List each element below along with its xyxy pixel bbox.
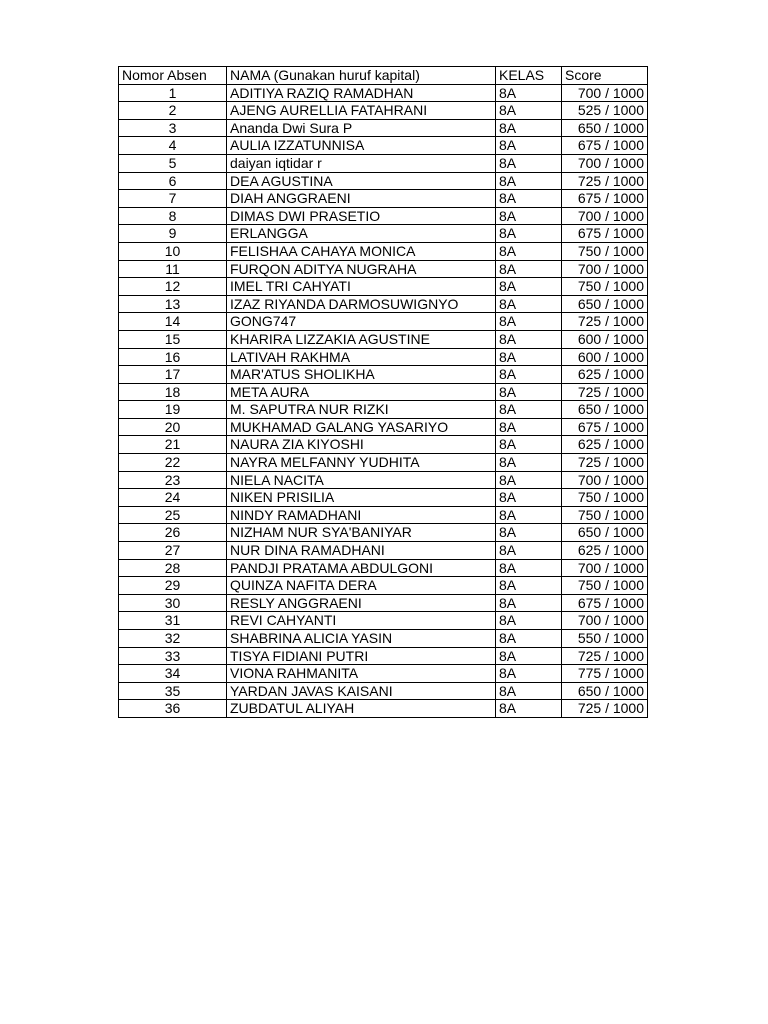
table-row bbox=[119, 102, 648, 120]
cell-nomor-absen: 20 bbox=[119, 418, 227, 436]
cell-nomor-absen: 31 bbox=[119, 612, 227, 630]
cell-nama: IMEL TRI CAHYATI bbox=[227, 278, 496, 296]
cell-kelas: 8A bbox=[496, 172, 562, 190]
cell-nama: LATIVAH RAKHMA bbox=[227, 348, 496, 366]
cell-score: 750 / 1000 bbox=[562, 577, 648, 595]
cell-score: 525 / 1000 bbox=[562, 102, 648, 120]
table-row bbox=[119, 84, 648, 102]
table-row bbox=[119, 172, 648, 190]
cell-score: 725 / 1000 bbox=[562, 700, 648, 718]
table-row bbox=[119, 682, 648, 700]
cell-kelas: 8A bbox=[496, 418, 562, 436]
cell-score: 675 / 1000 bbox=[562, 190, 648, 208]
cell-nama: M. SAPUTRA NUR RIZKI bbox=[227, 401, 496, 419]
cell-nama: KHARIRA LIZZAKIA AGUSTINE bbox=[227, 330, 496, 348]
cell-nama: TISYA FIDIANI PUTRI bbox=[227, 647, 496, 665]
cell-kelas: 8A bbox=[496, 102, 562, 120]
cell-nama: DEA AGUSTINA bbox=[227, 172, 496, 190]
cell-nama: IZAZ RIYANDA DARMOSUWIGNYO bbox=[227, 295, 496, 313]
cell-kelas: 8A bbox=[496, 225, 562, 243]
table-row bbox=[119, 577, 648, 595]
cell-score: 675 / 1000 bbox=[562, 225, 648, 243]
cell-nomor-absen: 3 bbox=[119, 119, 227, 137]
header-row bbox=[119, 67, 648, 85]
cell-kelas: 8A bbox=[496, 190, 562, 208]
cell-nama: PANDJI PRATAMA ABDULGONI bbox=[227, 559, 496, 577]
cell-score: 700 / 1000 bbox=[562, 559, 648, 577]
header-kelas: KELAS bbox=[496, 67, 562, 85]
table-row bbox=[119, 313, 648, 331]
cell-kelas: 8A bbox=[496, 542, 562, 560]
cell-score: 725 / 1000 bbox=[562, 454, 648, 472]
cell-score: 700 / 1000 bbox=[562, 260, 648, 278]
cell-nama: daiyan iqtidar r bbox=[227, 154, 496, 172]
table-row bbox=[119, 594, 648, 612]
cell-nomor-absen: 34 bbox=[119, 665, 227, 683]
cell-nomor-absen: 21 bbox=[119, 436, 227, 454]
cell-kelas: 8A bbox=[496, 559, 562, 577]
cell-score: 725 / 1000 bbox=[562, 647, 648, 665]
cell-nama: NIKEN PRISILIA bbox=[227, 489, 496, 507]
cell-nama: SHABRINA ALICIA YASIN bbox=[227, 630, 496, 648]
cell-score: 650 / 1000 bbox=[562, 401, 648, 419]
cell-kelas: 8A bbox=[496, 506, 562, 524]
cell-nama: NAURA ZIA KIYOSHI bbox=[227, 436, 496, 454]
cell-kelas: 8A bbox=[496, 366, 562, 384]
cell-score: 650 / 1000 bbox=[562, 295, 648, 313]
cell-kelas: 8A bbox=[496, 207, 562, 225]
header-nomor-absen: Nomor Absen bbox=[119, 67, 227, 85]
cell-nama: NIZHAM NUR SYA'BANIYAR bbox=[227, 524, 496, 542]
cell-kelas: 8A bbox=[496, 330, 562, 348]
table-row bbox=[119, 242, 648, 260]
cell-nama: RESLY ANGGRAENI bbox=[227, 594, 496, 612]
cell-nomor-absen: 17 bbox=[119, 366, 227, 384]
cell-nomor-absen: 32 bbox=[119, 630, 227, 648]
cell-nama: ZUBDATUL ALIYAH bbox=[227, 700, 496, 718]
cell-nomor-absen: 6 bbox=[119, 172, 227, 190]
table-row bbox=[119, 454, 648, 472]
table-row bbox=[119, 630, 648, 648]
cell-nama: GONG747 bbox=[227, 313, 496, 331]
cell-score: 700 / 1000 bbox=[562, 612, 648, 630]
table-row bbox=[119, 471, 648, 489]
cell-score: 675 / 1000 bbox=[562, 594, 648, 612]
table-row bbox=[119, 330, 648, 348]
cell-nomor-absen: 28 bbox=[119, 559, 227, 577]
table-row bbox=[119, 506, 648, 524]
cell-kelas: 8A bbox=[496, 313, 562, 331]
cell-kelas: 8A bbox=[496, 278, 562, 296]
cell-kelas: 8A bbox=[496, 154, 562, 172]
cell-nomor-absen: 13 bbox=[119, 295, 227, 313]
table-row bbox=[119, 612, 648, 630]
cell-nama: QUINZA NAFITA DERA bbox=[227, 577, 496, 595]
score-table bbox=[118, 66, 648, 718]
cell-score: 675 / 1000 bbox=[562, 137, 648, 155]
cell-nomor-absen: 7 bbox=[119, 190, 227, 208]
cell-nama: DIMAS DWI PRASETIO bbox=[227, 207, 496, 225]
cell-nomor-absen: 36 bbox=[119, 700, 227, 718]
cell-nomor-absen: 10 bbox=[119, 242, 227, 260]
cell-kelas: 8A bbox=[496, 242, 562, 260]
table-row bbox=[119, 366, 648, 384]
cell-kelas: 8A bbox=[496, 348, 562, 366]
cell-kelas: 8A bbox=[496, 682, 562, 700]
table-row bbox=[119, 401, 648, 419]
cell-nama: AULIA IZZATUNNISA bbox=[227, 137, 496, 155]
table-row bbox=[119, 295, 648, 313]
table-row bbox=[119, 207, 648, 225]
cell-nama: FELISHAA CAHAYA MONICA bbox=[227, 242, 496, 260]
table-row bbox=[119, 489, 648, 507]
cell-score: 625 / 1000 bbox=[562, 542, 648, 560]
cell-score: 775 / 1000 bbox=[562, 665, 648, 683]
cell-nomor-absen: 2 bbox=[119, 102, 227, 120]
cell-kelas: 8A bbox=[496, 647, 562, 665]
header-nama: NAMA (Gunakan huruf kapital) bbox=[227, 67, 496, 85]
table-row bbox=[119, 647, 648, 665]
cell-kelas: 8A bbox=[496, 471, 562, 489]
cell-score: 750 / 1000 bbox=[562, 489, 648, 507]
cell-nama: Ananda Dwi Sura P bbox=[227, 119, 496, 137]
cell-nama: META AURA bbox=[227, 383, 496, 401]
cell-nomor-absen: 14 bbox=[119, 313, 227, 331]
cell-nomor-absen: 19 bbox=[119, 401, 227, 419]
cell-nomor-absen: 12 bbox=[119, 278, 227, 296]
cell-score: 600 / 1000 bbox=[562, 330, 648, 348]
cell-nomor-absen: 33 bbox=[119, 647, 227, 665]
cell-score: 600 / 1000 bbox=[562, 348, 648, 366]
cell-nama: NIELA NACITA bbox=[227, 471, 496, 489]
cell-score: 550 / 1000 bbox=[562, 630, 648, 648]
cell-score: 650 / 1000 bbox=[562, 524, 648, 542]
cell-score: 725 / 1000 bbox=[562, 313, 648, 331]
header-score: Score bbox=[562, 67, 648, 85]
table-body bbox=[119, 84, 648, 717]
cell-nama: MAR'ATUS SHOLIKHA bbox=[227, 366, 496, 384]
table-row bbox=[119, 278, 648, 296]
cell-nomor-absen: 1 bbox=[119, 84, 227, 102]
cell-nomor-absen: 25 bbox=[119, 506, 227, 524]
cell-nama: ADITIYA RAZIQ RAMADHAN bbox=[227, 84, 496, 102]
table-row bbox=[119, 348, 648, 366]
cell-kelas: 8A bbox=[496, 665, 562, 683]
cell-kelas: 8A bbox=[496, 119, 562, 137]
cell-nama: NINDY RAMADHANI bbox=[227, 506, 496, 524]
table-row bbox=[119, 559, 648, 577]
table-row bbox=[119, 119, 648, 137]
cell-kelas: 8A bbox=[496, 137, 562, 155]
cell-nomor-absen: 5 bbox=[119, 154, 227, 172]
cell-score: 625 / 1000 bbox=[562, 366, 648, 384]
cell-nama: VIONA RAHMANITA bbox=[227, 665, 496, 683]
cell-kelas: 8A bbox=[496, 84, 562, 102]
cell-kelas: 8A bbox=[496, 594, 562, 612]
table-row bbox=[119, 665, 648, 683]
cell-kelas: 8A bbox=[496, 401, 562, 419]
cell-score: 750 / 1000 bbox=[562, 242, 648, 260]
table-row bbox=[119, 700, 648, 718]
cell-score: 700 / 1000 bbox=[562, 207, 648, 225]
cell-nama: REVI CAHYANTI bbox=[227, 612, 496, 630]
cell-nomor-absen: 22 bbox=[119, 454, 227, 472]
cell-nomor-absen: 24 bbox=[119, 489, 227, 507]
table-row bbox=[119, 154, 648, 172]
cell-nomor-absen: 11 bbox=[119, 260, 227, 278]
cell-nomor-absen: 35 bbox=[119, 682, 227, 700]
cell-kelas: 8A bbox=[496, 524, 562, 542]
cell-kelas: 8A bbox=[496, 295, 562, 313]
cell-nama: AJENG AURELLIA FATAHRANI bbox=[227, 102, 496, 120]
cell-nomor-absen: 15 bbox=[119, 330, 227, 348]
cell-kelas: 8A bbox=[496, 260, 562, 278]
cell-kelas: 8A bbox=[496, 577, 562, 595]
cell-nama: FURQON ADITYA NUGRAHA bbox=[227, 260, 496, 278]
cell-nomor-absen: 29 bbox=[119, 577, 227, 595]
table-row bbox=[119, 542, 648, 560]
cell-kelas: 8A bbox=[496, 454, 562, 472]
cell-nama: DIAH ANGGRAENI bbox=[227, 190, 496, 208]
table-row bbox=[119, 190, 648, 208]
cell-score: 675 / 1000 bbox=[562, 418, 648, 436]
cell-score: 725 / 1000 bbox=[562, 172, 648, 190]
cell-nomor-absen: 30 bbox=[119, 594, 227, 612]
table-row bbox=[119, 418, 648, 436]
cell-nama: MUKHAMAD GALANG YASARIYO bbox=[227, 418, 496, 436]
cell-score: 625 / 1000 bbox=[562, 436, 648, 454]
cell-kelas: 8A bbox=[496, 700, 562, 718]
cell-nomor-absen: 8 bbox=[119, 207, 227, 225]
cell-nama: NUR DINA RAMADHANI bbox=[227, 542, 496, 560]
cell-nomor-absen: 23 bbox=[119, 471, 227, 489]
table-row bbox=[119, 137, 648, 155]
cell-nama: ERLANGGA bbox=[227, 225, 496, 243]
cell-nomor-absen: 27 bbox=[119, 542, 227, 560]
cell-kelas: 8A bbox=[496, 630, 562, 648]
cell-nomor-absen: 26 bbox=[119, 524, 227, 542]
cell-kelas: 8A bbox=[496, 489, 562, 507]
cell-kelas: 8A bbox=[496, 436, 562, 454]
cell-nomor-absen: 18 bbox=[119, 383, 227, 401]
cell-score: 700 / 1000 bbox=[562, 84, 648, 102]
cell-score: 650 / 1000 bbox=[562, 682, 648, 700]
cell-score: 650 / 1000 bbox=[562, 119, 648, 137]
cell-nomor-absen: 9 bbox=[119, 225, 227, 243]
table-row bbox=[119, 383, 648, 401]
table-row bbox=[119, 260, 648, 278]
cell-nomor-absen: 4 bbox=[119, 137, 227, 155]
table-row bbox=[119, 225, 648, 243]
cell-score: 725 / 1000 bbox=[562, 383, 648, 401]
cell-score: 750 / 1000 bbox=[562, 506, 648, 524]
cell-kelas: 8A bbox=[496, 383, 562, 401]
cell-nama: NAYRA MELFANNY YUDHITA bbox=[227, 454, 496, 472]
cell-score: 700 / 1000 bbox=[562, 471, 648, 489]
table-row bbox=[119, 436, 648, 454]
cell-score: 700 / 1000 bbox=[562, 154, 648, 172]
cell-kelas: 8A bbox=[496, 612, 562, 630]
cell-score: 750 / 1000 bbox=[562, 278, 648, 296]
cell-nama: YARDAN JAVAS KAISANI bbox=[227, 682, 496, 700]
table-row bbox=[119, 524, 648, 542]
cell-nomor-absen: 16 bbox=[119, 348, 227, 366]
